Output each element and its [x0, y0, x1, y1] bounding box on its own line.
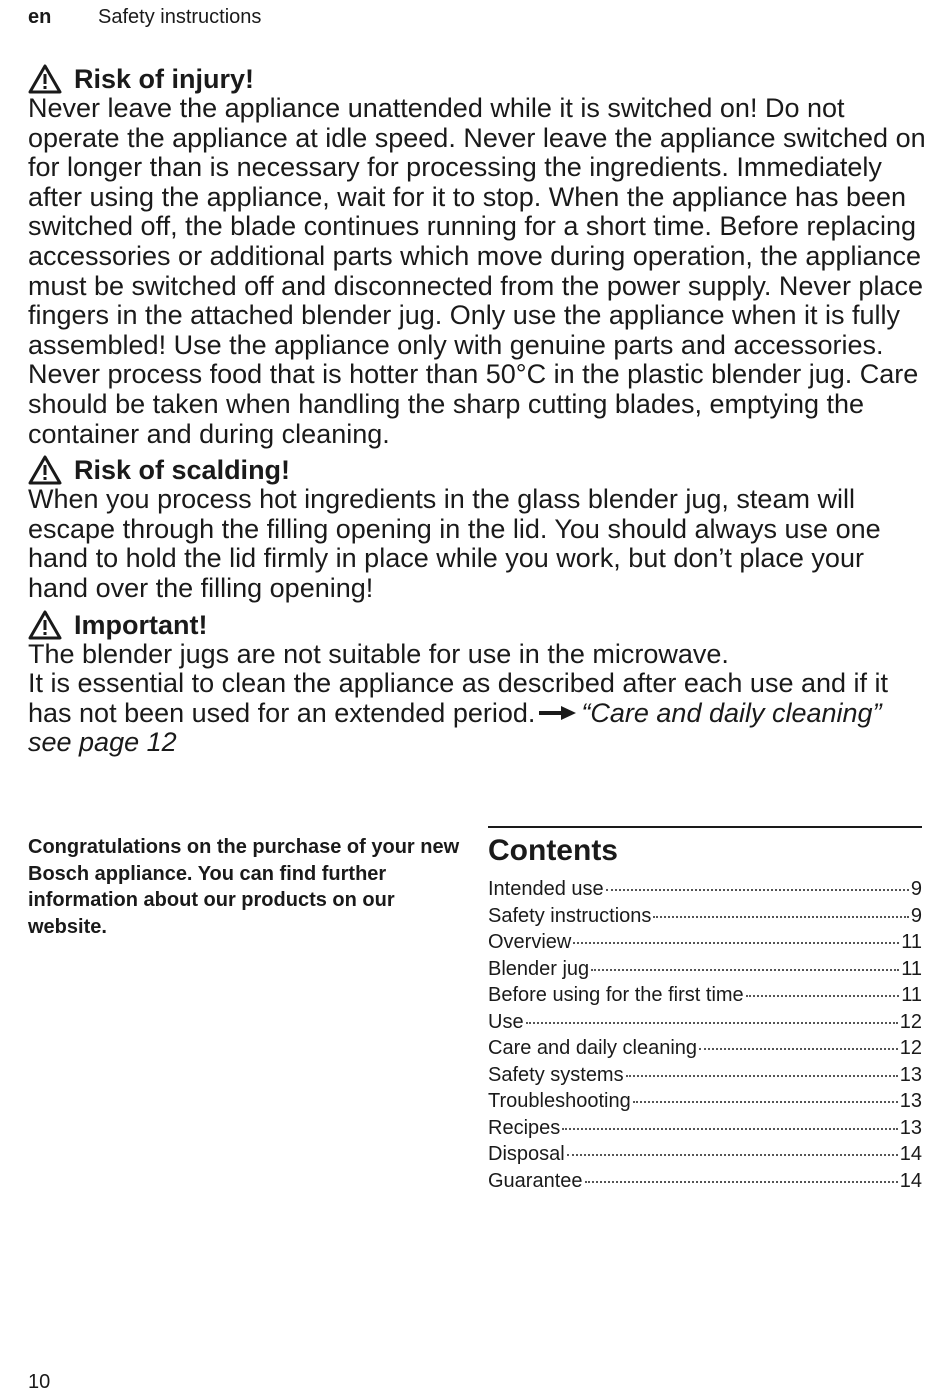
- toc-entry[interactable]: [488, 1141, 922, 1168]
- toc-dot-leader: [573, 942, 899, 944]
- section-title: Safety instructions: [98, 6, 262, 28]
- toc-list: [488, 876, 922, 1194]
- warning-title-scalding: [28, 455, 928, 485]
- toc-entry-label: Troubleshooting: [488, 1090, 631, 1112]
- toc-dot-leader: [591, 969, 899, 971]
- toc-dot-leader: [606, 889, 909, 891]
- page-number: 10: [28, 1371, 51, 1393]
- toc-entry-label: Safety instructions: [488, 904, 652, 927]
- toc-entry-page: 9: [910, 878, 922, 900]
- arrow-right-icon: [539, 705, 577, 721]
- warning-body-scalding: [28, 485, 928, 603]
- toc-entry-label: Use: [488, 1010, 524, 1033]
- toc-entry-label: Before using for the first time: [488, 984, 744, 1006]
- toc-entry[interactable]: [488, 1088, 922, 1115]
- warning-paragraph: The blender jugs are not suitable for use in the microwave.: [28, 638, 729, 669]
- toc-dot-leader: [699, 1048, 898, 1050]
- warning-title-text: Risk of injury!: [74, 64, 255, 94]
- toc-entry-page: 12: [899, 1010, 922, 1033]
- toc-entry-label: Overview: [488, 931, 572, 953]
- toc-dot-leader: [567, 1154, 898, 1156]
- toc-entry[interactable]: [488, 956, 922, 983]
- language-code: en: [28, 6, 52, 28]
- warning-paragraph-cleaning: [28, 669, 928, 758]
- toc-entry-page: 11: [901, 957, 922, 980]
- toc-entry-page: 11: [901, 984, 922, 1006]
- toc-dot-leader: [633, 1101, 898, 1103]
- toc-entry-label: Recipes: [488, 1116, 561, 1139]
- toc-entry[interactable]: [488, 1035, 922, 1062]
- toc-entry[interactable]: [488, 903, 922, 930]
- toc-entry[interactable]: [488, 1115, 922, 1142]
- toc-entry-page: 14: [899, 1143, 922, 1165]
- warning-title-text: Important!: [74, 609, 208, 640]
- toc-entry-label: Safety systems: [488, 1063, 624, 1086]
- toc-entry[interactable]: [488, 1168, 922, 1195]
- warning-paragraph: When you process hot ingredients in the glass blender jug, steam will escape through the filling opening in the lid. You should always use one hand to hold the lid firmly in place while you work, but don’t place your hand over the filling opening!: [28, 484, 881, 603]
- toc-dot-leader: [526, 1022, 898, 1024]
- toc-dot-leader: [653, 916, 908, 918]
- toc-entry[interactable]: [488, 1009, 922, 1036]
- toc-entry-page: 13: [899, 1116, 922, 1139]
- toc-entry-page: 9: [910, 904, 922, 927]
- warning-triangle-icon: [28, 64, 62, 94]
- safety-warnings: [28, 64, 928, 762]
- warning-paragraph: Never leave the appliance unattended while it is switched on! Do not operate the appliance at idle speed. Never leave the appliance switched on for longer than is necessary for processing the ingredients. Immediately after using the appliance, wait for it to stop. When the appliance has been switched off, the blade continues running for a short time. Before replacing accessories or additional parts which move during operation, the appliance must be switched off and disconnected from the power supply. Never place fingers in the attached blender jug. Only use the appliance when it is fully assembled! Use the appliance only with genuine parts and accessories. Never process food that is hotter than 50°C in the plastic blender jug. Care should be taken when handling the sharp cutting blades, emptying the container and during cleaning.: [28, 93, 926, 449]
- toc-entry[interactable]: [488, 1062, 922, 1089]
- toc-entry-page: 13: [899, 1090, 922, 1112]
- toc-dot-leader: [626, 1075, 898, 1077]
- toc-entry-page: 11: [901, 931, 922, 953]
- toc-entry-page: 12: [899, 1037, 922, 1059]
- toc-entry[interactable]: [488, 982, 922, 1009]
- warning-title-injury: [28, 64, 928, 94]
- warning-triangle-icon: [28, 610, 62, 640]
- toc-dot-leader: [746, 995, 900, 997]
- contents-title: Contents: [488, 834, 618, 867]
- toc-dot-leader: [585, 1181, 898, 1183]
- toc-entry-label: Disposal: [488, 1143, 565, 1165]
- toc-entry-label: Guarantee: [488, 1169, 583, 1192]
- page-header: [28, 6, 262, 29]
- toc-entry-page: 14: [899, 1169, 922, 1192]
- toc-entry[interactable]: [488, 929, 922, 956]
- toc-entry-label: Blender jug: [488, 957, 590, 980]
- toc-dot-leader: [562, 1128, 897, 1130]
- toc-entry-page: 13: [899, 1063, 922, 1086]
- warning-body-important: [28, 640, 928, 758]
- cross-reference-link[interactable]: “Care and daily cleaning” see page 12: [28, 697, 882, 758]
- cleaning-text: It is essential to clean the appliance as described after each use and if it has not been used for an extended period.: [28, 668, 889, 728]
- toc-entry-label: Care and daily cleaning: [488, 1037, 698, 1059]
- warning-body-injury: [28, 94, 928, 449]
- warning-title-text: Risk of scalding!: [74, 455, 291, 486]
- warning-title-important: [28, 610, 928, 640]
- table-of-contents: [488, 826, 922, 1194]
- toc-entry[interactable]: [488, 876, 922, 903]
- toc-entry-label: Intended use: [488, 878, 604, 900]
- warning-triangle-icon: [28, 455, 62, 485]
- congratulations-text: Congratulations on the purchase of your new Bosch appliance. You can find further information about our products on our website.: [28, 836, 460, 938]
